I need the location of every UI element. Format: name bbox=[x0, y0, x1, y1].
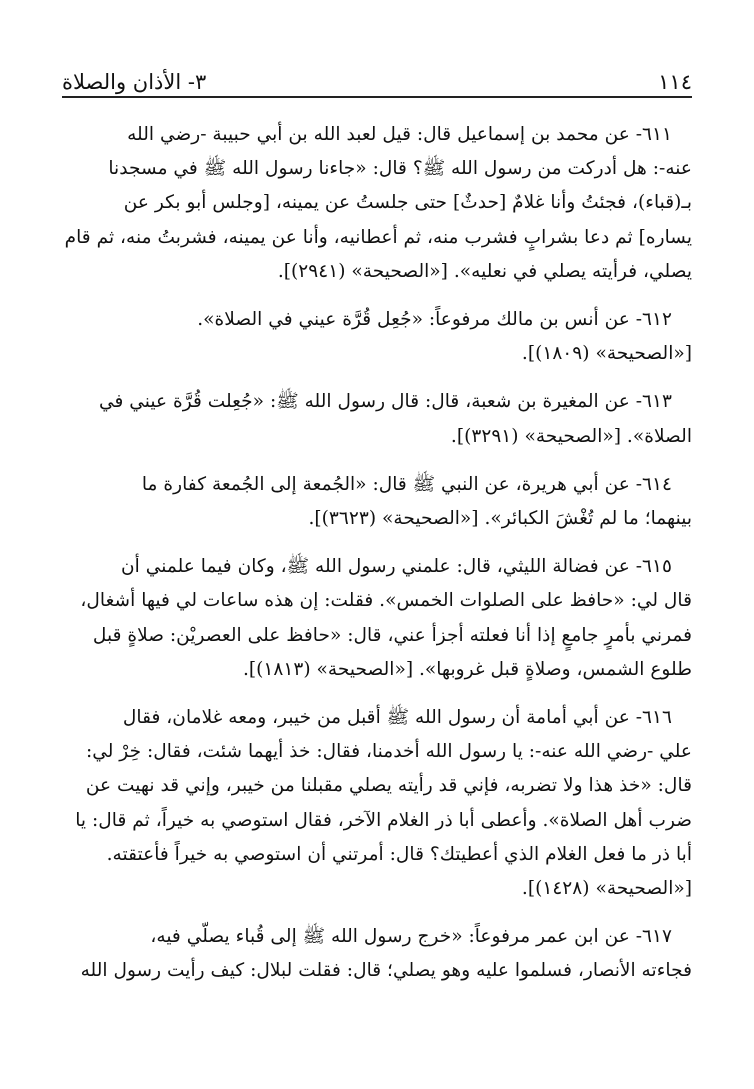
text-line: يصلي، فرأيته يصلي في نعليه». [«الصحيحة» (٢٩٤١)]. bbox=[277, 260, 692, 282]
text-line: فجاءته الأنصار، فسلموا عليه وهو يصلي؛ قال: فقلت لبلال: كيف رأيت رسول الله bbox=[80, 960, 692, 982]
hadith-612 bbox=[62, 303, 692, 371]
text-line: طلوع الشمس، وصلاةٍ قبل غروبها». [«الصحيحة» (١٨١٣)]. bbox=[242, 658, 692, 680]
text-line: عنه-: هل أدركت من رسول الله ﷺ؟ قال: «جاءنا رسول الله ﷺ في مسجدنا bbox=[108, 158, 692, 180]
hadith-616 bbox=[62, 701, 692, 906]
text-line: أبا ذر ما فعل الغلام الذي أعطيتك؟ قال: أمرتني أن استوصي به خيراً فأعتقته. bbox=[106, 843, 692, 865]
text-line: قال لي: «حافظ على الصلوات الخمس». فقلت: إن هذه ساعات لي فيها أشغال، bbox=[80, 590, 692, 612]
text-line: قال: «خذ هذا ولا تضربه، فإني قد رأيته يصلي مقبلنا من خيبر، وإني قد نهيت عن bbox=[85, 775, 692, 797]
text-line: ٦١٧- عن ابن عمر مرفوعاً: «خرج رسول الله ﷺ إلى قُباء يصلّي فيه، bbox=[150, 926, 672, 948]
text-line: ٦١٤- عن أبي هريرة، عن النبي ﷺ قال: «الجُمعة إلى الجُمعة كفارة ما bbox=[141, 473, 672, 495]
text-line: ضرب أهل الصلاة». وأعطى أبا ذر الغلام الآخر، فقال استوصي به خيراً، ثم قال: يا bbox=[75, 809, 692, 831]
text-line: ٦١٦- عن أبي أمامة أن رسول الله ﷺ أقبل من خيبر، ومعه غلامان، فقال bbox=[122, 707, 672, 729]
chapter-title: ٣- الأذان والصلاة bbox=[62, 70, 207, 94]
text-line: ٦١٣- عن المغيرة بن شعبة، قال: قال رسول الله ﷺ: «جُعِلت قُرَّة عيني في bbox=[98, 391, 672, 413]
text-line: [«الصحيحة» (١٤٢٨)]. bbox=[521, 878, 692, 900]
hadith-617 bbox=[62, 920, 692, 988]
header-divider bbox=[62, 96, 692, 98]
text-line: فمرني بأمرٍ جامعٍ إذا أنا فعلته أجزأ عني، قال: «حافظ على العصريْن: صلاةٍ قبل bbox=[92, 624, 692, 646]
text-line: علي -رضي الله عنه-: يا رسول الله أخدمنا، فقال: خذ أيهما شئت، فقال: خِرْ لي: bbox=[85, 741, 692, 763]
text-line: بينهما؛ ما لم تُغْشَ الكبائر». [«الصحيحة» (٣٦٢٣)]. bbox=[308, 508, 692, 530]
hadith-613 bbox=[62, 385, 692, 453]
page-number: ١١٤ bbox=[658, 70, 692, 94]
hadith-615 bbox=[62, 550, 692, 687]
page-header bbox=[62, 58, 692, 94]
hadith-611 bbox=[62, 118, 692, 289]
text-line: ٦١٥- عن فضالة الليثي، قال: علمني رسول الله ﷺ، وكان فيما علمني أن bbox=[121, 556, 672, 578]
text-line: يساره] ثم دعا بشرابٍ فشرب منه، ثم أعطانيه، وأنا عن يمينه، فشربتُ منه، ثم قام bbox=[64, 226, 692, 248]
text-line: بـ(قباء)، فجئتُ وأنا غلامٌ [حدثٌ] حتى جلستُ عن يمينه، [وجلس أبو بكر عن bbox=[123, 192, 692, 214]
text-line: ٦١١- عن محمد بن إسماعيل قال: قيل لعبد الله بن أبي حبيبة -رضي الله bbox=[127, 124, 672, 145]
hadith-614 bbox=[62, 468, 692, 536]
text-line: ٦١٢- عن أنس بن مالك مرفوعاً: «جُعِل قُرَّة عيني في الصلاة». bbox=[197, 309, 672, 331]
text-line: [«الصحيحة» (١٨٠٩)]. bbox=[521, 343, 692, 365]
text-line: الصلاة». [«الصحيحة» (٣٢٩١)]. bbox=[450, 425, 692, 447]
page-body bbox=[62, 118, 692, 989]
